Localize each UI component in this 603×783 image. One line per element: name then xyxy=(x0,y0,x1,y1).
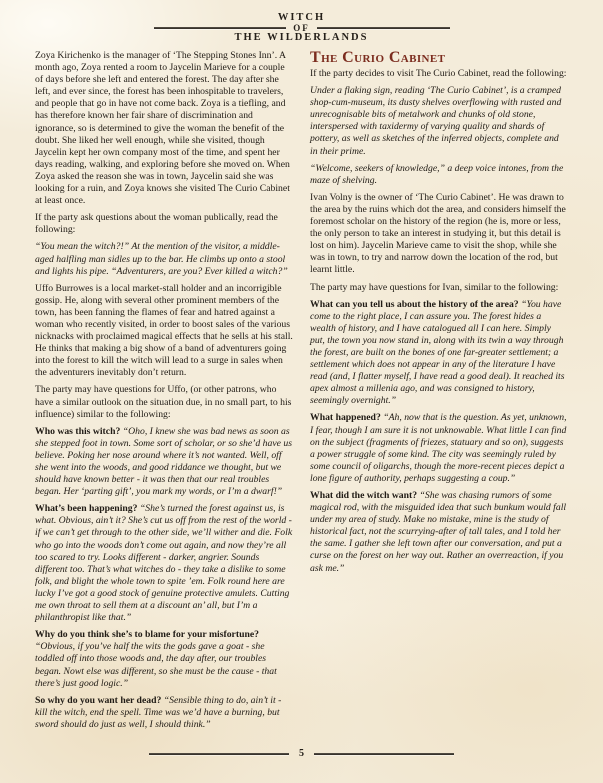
body-paragraph: The party may have questions for Ivan, similar to the following: xyxy=(310,281,559,293)
read-aloud-quote: “Welcome, seekers of knowledge,” a deep voice intones, from the maze of shelving. xyxy=(310,162,564,186)
question-answer-paragraph xyxy=(310,490,568,575)
body-paragraph: Zoya Kirichenko is the manager of ‘The Stepping Stones Inn’. A month ago, Zoya rented a room to Jaycelin Marieve for a couple of days before she left and entered the forest. The day after she left, and ever since, the forest has been inhospitable to travelers, and people that go in have not come back. Zoya is a tiefling, and has therefore known her fair share of discrimination and ignorance, so is determined to give the woman the benefit of the doubt. She liked her well enough, while she visited, though Jaycelin kept her own company most of the time, and spent her days reading, walking, and exploring before she moved on. When Zoya asked the reason she was in town, Jaycelin said she was looking for a ruin, and Zoya knows she visited The Curio Cabinet at least once. xyxy=(35,50,290,207)
question-answer-paragraph xyxy=(35,695,293,731)
body-paragraph: Uffo Burrowes is a local market-stall holder and an incorrigible gossip. He, along with several other prominent members of the town, has been fanning the flames of fear and hatred against a woman who recently visited, in order to boost sales of the various nicknacks with proclaimed magical effects that he sells at his stall. He thinks that making a big show of a band of adventurers going into the forest to kill the witch will lead to a surge in sales when the adventurers inevitably don’t return. xyxy=(35,282,293,379)
body-paragraph: The party may have questions for Uffo, (or other patrons, who have a similar outlook on the situation due, in no small part, to his influence) similar to the following: xyxy=(35,384,292,420)
book-title-bottom: THE WILDERLANDS xyxy=(234,32,369,43)
book-title-of: OF xyxy=(293,23,310,33)
question-label: What did the witch want? xyxy=(310,490,420,501)
question-answer-paragraph xyxy=(35,503,293,624)
page-header xyxy=(0,0,603,43)
two-column-body xyxy=(0,43,603,736)
read-aloud-quote: “You mean the witch?!” At the mention of the visitor, a middle-aged halfling man sidles up to the bar. He climbs up onto a stool and lights his pipe. “Adventurers, are you? Ever killed a witch?” xyxy=(35,241,288,277)
answer-quote: “Oho, I knew she was bad news as soon as she stepped foot in town. Some sort of scholar, or so she’d have us believe. Poking her nose around where it’s not wanted. Well, off she went into the woods, and good riddance we thought, but we should have known better - it was then that our real troubles began. Her ‘parting gift’, you mark my words, or I’m a dwarf!” xyxy=(35,425,292,498)
page-footer xyxy=(0,748,603,759)
answer-quote: “Ah, now that is the question. As yet, unknown, I fear, though I am sure it is not unknowable. What little I can find on the subject (fragments of friezes, statuary and so on), suggests a power struggle of some kind. The city was seemingly ruled by some council of oligarchs, though the more-recent pieces depict a lone figure of authority, perhaps suggesting a coup.” xyxy=(310,412,567,484)
answer-quote: “Obvious, if you’ve half the wits the gods gave a goat - she toddled off into those woods and, the day after, our troubles began. Nowt else was different, so she must be the cause - that there’s just good logic.” xyxy=(35,641,277,689)
page-number: 5 xyxy=(299,748,304,759)
read-aloud-quote: Under a flaking sign, reading ‘The Curio Cabinet’, is a cramped shop-cum-museum, its dusty shelves overflowing with rusted and unrecognisable bits of metalwork and chunks of old stone, interspersed with taxidermy of varying quality and shards of pottery, as well as sketches of the inferred objects, complete and in their prime. xyxy=(310,85,562,157)
question-label: What happened? xyxy=(310,412,384,424)
body-paragraph: If the party ask questions about the woman publically, read the following: xyxy=(35,212,278,236)
question-label: Why do you think she’s to blame for your misfortune? xyxy=(35,629,259,641)
question-label: What’s been happening? xyxy=(35,503,140,515)
question-answer-paragraph xyxy=(310,412,568,485)
section-heading: The Curio Cabinet xyxy=(310,49,446,66)
question-answer-paragraph xyxy=(310,299,568,408)
footer-rule-right xyxy=(314,753,454,755)
header-rule-right xyxy=(317,27,450,29)
footer-rule-left xyxy=(149,753,289,755)
answer-quote: “She’s turned the forest against us, is what. Obvious, ain’t it? She’s cut us off from the rest of the world - if we can’t get through to the other side, we’ll wither and die. Folk who go into the woods don’t come out again, and now they’re all too scared to try. Looks different - darker, angrier. Sounds different too. That’s what witches do - they take a dislike to some folk, and blight the whole town to spite ’em. Folk round here are lucky I’ve got a good stock of genuine protective amulets. Cutting me own throat to sell them at a discount an’ all, but I’m a philanthropist like that.” xyxy=(35,503,293,624)
body-paragraph: If the party decides to visit The Curio Cabinet, read the following: xyxy=(310,68,567,79)
right-column xyxy=(310,50,568,736)
body-paragraph: Ivan Volny is the owner of ‘The Curio Cabinet’. He was drawn to the area by the ruins which dot the area, and considers himself the foremost scholar on the history of the region (he is, more or less, the only person to take an interest in studying it, but this detail is lost on him). Jaycelin Marieve came to visit the shop, while she was in town, to try and narrow down the location of the rod, but learnt little. xyxy=(310,191,566,276)
answer-quote: “She was chasing rumors of some magical rod, with the misguided idea that such bunkum would fall under my area of study. Make no mistake, mine is the study of historical fact, not the scurrying-after of tall tales, and I told her the same. I gather she left town after our conversation, and put a curse on the forest on her way out. Rather an overreaction, if you ask me.” xyxy=(310,490,567,574)
question-label: Who was this witch? xyxy=(35,425,123,437)
question-label: What can you tell us about the history of the area? xyxy=(310,298,522,310)
question-answer-paragraph xyxy=(35,629,293,689)
question-answer-paragraph xyxy=(35,426,293,499)
book-title-top: WITCH xyxy=(277,12,326,23)
question-label: So why do you want her dead? xyxy=(35,694,164,706)
header-rule-left xyxy=(154,27,287,29)
answer-quote: “You have come to the right place, I can assure you. The forest hides a wealth of history, and I have catalogued all I can here. Simply put, the town you now stand in, along with its twin a way through the forest, are built on the bones of one far-greater settlement; a settlement which does not appear in any of the literature I have read (and, I flatter myself, I have read a good deal). It reached its apex almost a millenia ago, and was consigned to history, seemingly overnight.” xyxy=(310,298,565,407)
answer-quote: “Sensible thing to do, ain’t it - kill the witch, end the spell. Time was we’d have a burning, but sword should do just as well, I should think.” xyxy=(35,694,282,730)
left-column xyxy=(35,50,293,736)
